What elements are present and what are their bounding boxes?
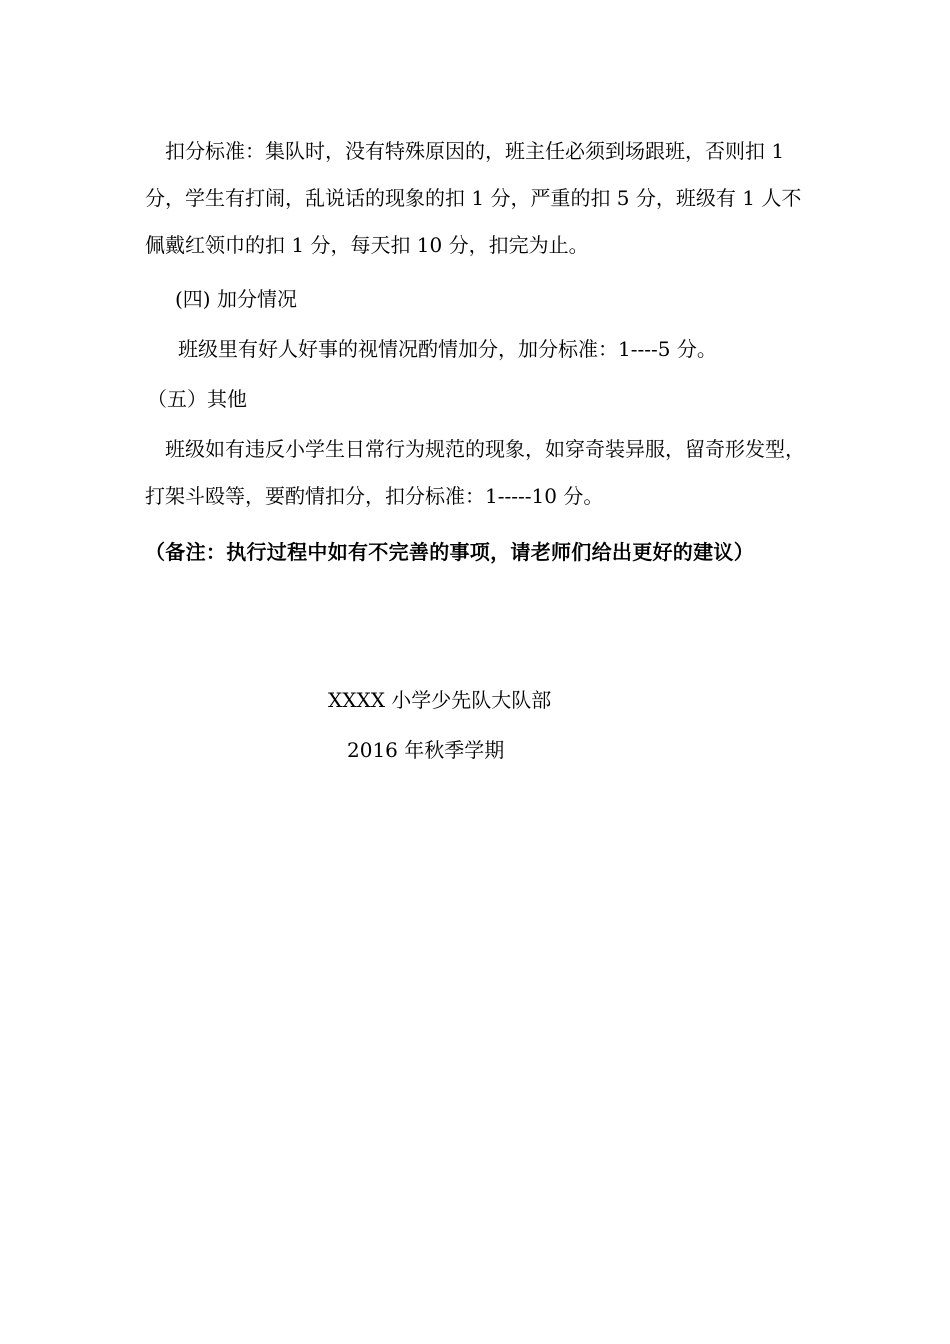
signature-organization: XXXX 小学少先队大队部: [328, 688, 552, 712]
other-heading: （五）其他: [147, 387, 247, 411]
bonus-paragraph: 班级里有好人好事的视情况酌情加分，加分标准：1----5 分。: [178, 337, 717, 361]
bonus-heading: (四) 加分情况: [175, 287, 297, 311]
signature-date: 2016 年秋季学期: [347, 738, 505, 762]
deduction-standard-paragraph: 扣分标准：集队时，没有特殊原因的，班主任必须到场跟班，否则扣 1 分，学生有打闹，乱说话的现象的扣 1 分，严重的扣 5 分，班级有 1 人不佩戴红领巾的扣 1 分，每天扣 10 分，扣完为止。: [145, 139, 802, 257]
other-paragraph: 班级如有违反小学生日常行为规范的现象，如穿奇装异服，留奇形发型，打架斗殴等，要酌情扣分，扣分标准：1-----10 分。: [145, 437, 805, 508]
note-paragraph: （备注：执行过程中如有不完善的事项，请老师们给出更好的建议）: [145, 540, 754, 564]
